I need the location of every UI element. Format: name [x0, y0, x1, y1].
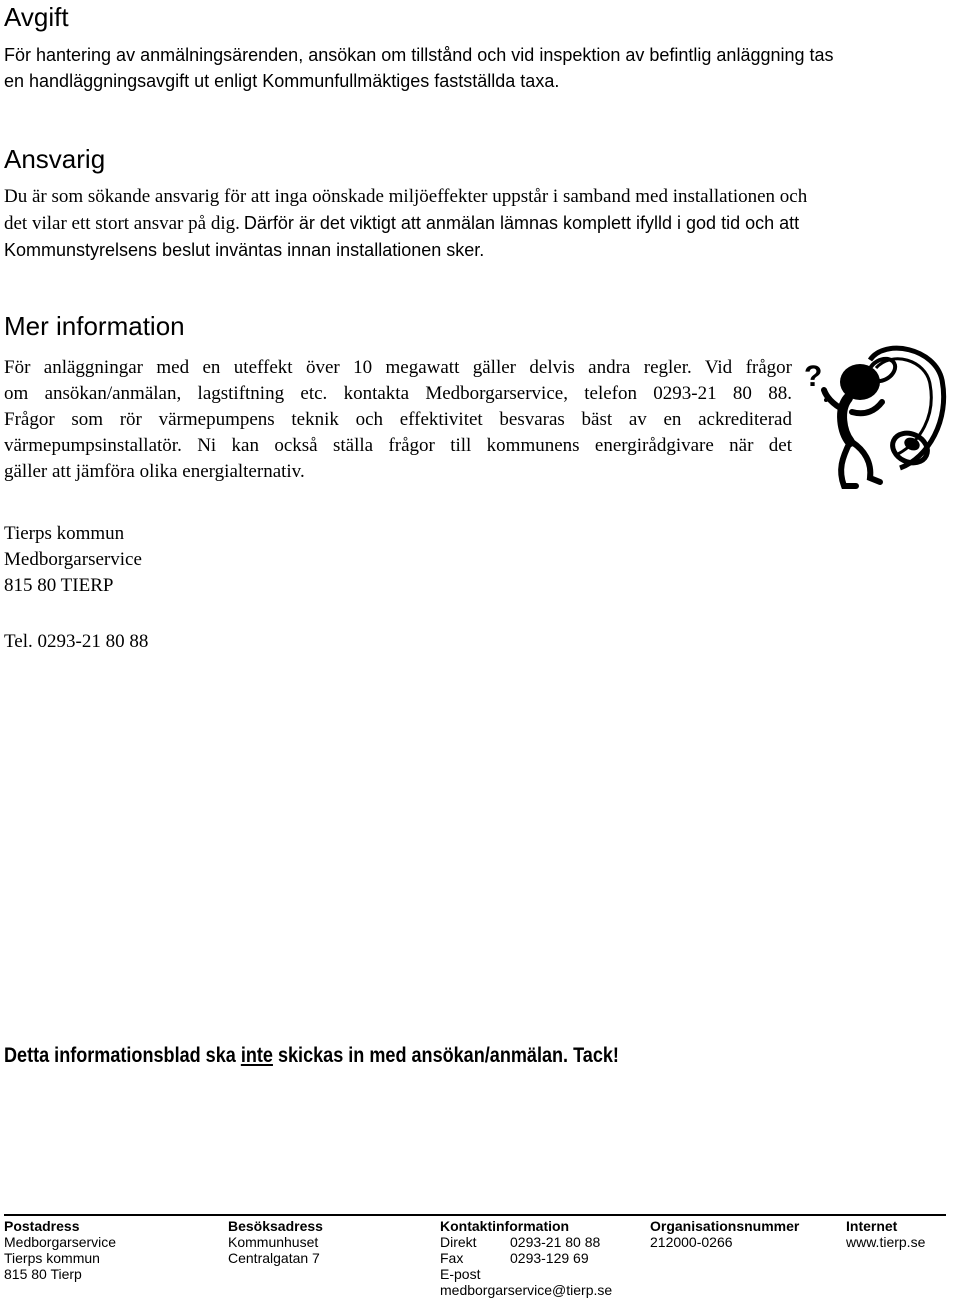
address-line: Tierps kommun: [4, 523, 125, 544]
footer-website-link[interactable]: www.tierp.se: [846, 1234, 926, 1250]
question-mark-glyph: ?: [804, 360, 823, 393]
avgift-paragraph: [4, 42, 936, 94]
footer-kontakt-row: [440, 1234, 645, 1250]
footer-postadress: [4, 1218, 116, 1282]
ansvarig-line: Du är som sökande ansvarig för att inga oönskade miljöeffekter uppstår i samband med installationen och: [4, 186, 808, 207]
address-line: 815 80 TIERP: [4, 575, 114, 596]
footer-kontakt-label: Direkt: [440, 1234, 477, 1250]
footer-kontakt-value: 0293-129 69: [510, 1250, 589, 1266]
ansvarig-line-sans: Därför är det viktigt att anmälan lämnas komplett ifylld i god tid och att: [243, 213, 800, 233]
footer-orgnr-header: Organisationsnummer: [650, 1218, 800, 1234]
submission-notice: [4, 1045, 619, 1066]
footer-postadress-line: Tierps kommun: [4, 1250, 100, 1266]
mer-information-line: För anläggningar med en uteffekt över 10 megawatt gäller delvis andra regler. Vid frågor: [4, 357, 792, 378]
footer-orgnr-value: 212000-0266: [650, 1234, 733, 1250]
footer-divider: [4, 1214, 946, 1216]
address-block: [4, 521, 142, 599]
mer-information-line: om ansökan/anmälan, lagstiftning etc. kontakta Medborgarservice, telefon 0293-21 80 88.: [4, 383, 792, 404]
ansvarig-line-serif: det vilar ett stort ansvar på dig.: [4, 213, 240, 234]
footer-kontakt-value: 0293-21 80 88: [510, 1234, 601, 1250]
footer-besoksadress-line: Centralgatan 7: [228, 1250, 320, 1266]
footer-internet-header: Internet: [846, 1218, 898, 1234]
phone-line: Tel. 0293-21 80 88: [4, 631, 149, 652]
footer-postadress-line: 815 80 Tierp: [4, 1266, 82, 1282]
avgift-line: en handläggningsavgift ut enligt Kommunfullmäktiges fastställda taxa.: [4, 71, 560, 91]
footer-kontakt-label: E-post: [440, 1266, 481, 1282]
address-line: Medborgarservice: [4, 549, 142, 570]
ansvarig-line: [4, 210, 936, 237]
footer-internet: [846, 1218, 925, 1250]
footer-besoksadress: [228, 1218, 323, 1266]
mer-information-line: Frågor som rör värmepumpens teknik och effektivitet besvaras bäst av en ackrediterad: [4, 409, 792, 430]
avgift-heading: Avgift: [4, 2, 69, 32]
footer-kontakt-label: Fax: [440, 1250, 464, 1266]
ansvarig-heading: Ansvarig: [4, 144, 106, 174]
footer-email-link[interactable]: medborgarservice@tierp.se: [440, 1282, 613, 1298]
notice-text-before: Detta informationsblad ska: [4, 1044, 241, 1067]
mer-information-line: gäller att jämföra olika energialternativ.: [4, 461, 305, 482]
confused-person-with-question-mark-icon: [800, 340, 958, 492]
notice-text-underlined: inte: [240, 1044, 273, 1067]
footer-besoksadress-line: Kommunhuset: [228, 1234, 319, 1250]
avgift-line: För hantering av anmälningsärenden, ansökan om tillstånd och vid inspektion av befintlig anläggning tas: [4, 45, 834, 65]
footer-kontakt-header: Kontaktinformation: [440, 1218, 570, 1234]
footer-postadress-line: Medborgarservice: [4, 1234, 117, 1250]
footer-kontakt-row: [440, 1266, 645, 1298]
ansvarig-paragraph: [4, 184, 936, 263]
footer-besoksadress-header: Besöksadress: [228, 1218, 323, 1234]
notice-text-after: skickas in med ansökan/anmälan. Tack!: [272, 1044, 619, 1067]
footer-kontakt: [440, 1218, 645, 1298]
footer-orgnr: [650, 1218, 799, 1250]
footer-postadress-header: Postadress: [4, 1218, 80, 1234]
ansvarig-line: Kommunstyrelsens beslut inväntas innan installationen sker.: [4, 240, 485, 260]
mer-information-line: värmepumpsinstallatör. Ni kan också ställa frågor till kommunens energirådgivare när det: [4, 435, 792, 456]
mer-information-paragraph: [4, 355, 792, 485]
footer-kontakt-row: [440, 1250, 645, 1266]
mer-information-heading: Mer information: [4, 311, 185, 341]
